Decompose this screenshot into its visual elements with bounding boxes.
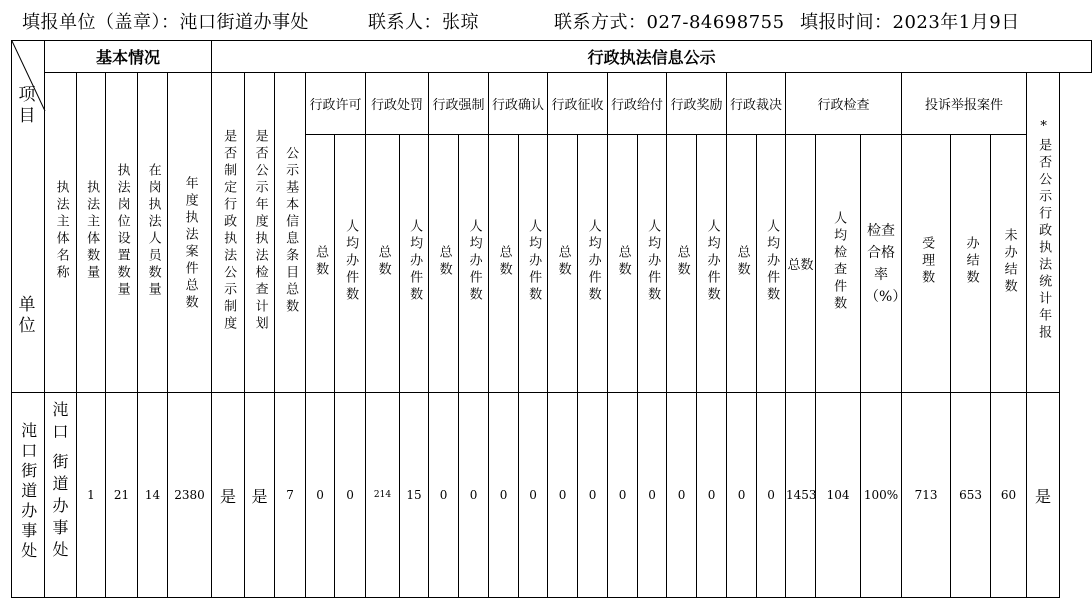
row-cases: 2380: [168, 393, 212, 598]
sub-confirm-total: 总数: [496, 244, 512, 279]
sub-pay-total: 总数: [615, 244, 631, 279]
col-has-plan: 是否公示年度执法检查计划: [252, 128, 268, 333]
row-reward-total: 0: [667, 393, 697, 598]
col-has-system: 是否制定行政执法公示制度: [221, 128, 237, 333]
row-inspection-avg: 104: [816, 393, 861, 598]
col-entity-name: 执法主体名称: [53, 179, 69, 282]
cat-reward: 行政奖励: [667, 73, 727, 135]
row-pay-avg: 0: [638, 393, 667, 598]
row-staff: 14: [138, 393, 168, 598]
corner-label-item: 项目: [18, 85, 36, 126]
row-entity-name-a: 沌口: [52, 400, 69, 441]
contact-person: 联系人：张琼: [368, 12, 479, 33]
sub-accepted: 受理数: [919, 236, 935, 287]
row-coerce-avg: 0: [459, 393, 489, 598]
sub-ruling-avg: 人均办件数: [764, 219, 780, 304]
corner-cell: [12, 41, 45, 393]
filing-unit: 填报单位（盖章）：沌口街道办事处: [22, 12, 309, 33]
sub-pass-rate: 检查合格率（%）: [861, 135, 902, 393]
cat-ruling: 行政裁决: [727, 73, 786, 135]
row-done: 653: [951, 393, 991, 598]
sub-coerce-total: 总数: [436, 244, 452, 279]
row-confirm-total: 0: [489, 393, 519, 598]
col-cases: 年度执法案件总数: [182, 175, 198, 312]
row-info-items: 7: [275, 393, 306, 598]
filing-date: 填报时间：2023年1月9日: [800, 12, 1020, 33]
col-entity-count: 执法主体数量: [84, 179, 100, 282]
row-inspection-total: 1453: [786, 393, 816, 598]
col-info-items: 公示基本信息条目总数: [283, 145, 299, 316]
sub-levy-avg: 人均办件数: [585, 219, 601, 304]
cat-pay: 行政给付: [608, 73, 667, 135]
row-coerce-total: 0: [429, 393, 459, 598]
row-ruling-avg: 0: [757, 393, 786, 598]
row-entity-count: 1: [77, 393, 106, 598]
sub-levy-total: 总数: [555, 244, 571, 279]
col-staff: 在岗执法人员数量: [145, 162, 161, 299]
row-posts: 21: [106, 393, 138, 598]
cat-levy: 行政征收: [548, 73, 608, 135]
row-reward-avg: 0: [697, 393, 727, 598]
row-has-plan: 是: [245, 393, 275, 598]
sub-ruling-total: 总数: [734, 244, 750, 279]
row-penalty-total: 214: [366, 393, 400, 598]
row-levy-total: 0: [548, 393, 578, 598]
cat-confirm: 行政确认: [489, 73, 548, 135]
enforcement-table: [11, 40, 1092, 598]
row-license-avg: 0: [335, 393, 366, 598]
group-public: 行政执法信息公示: [212, 41, 1092, 73]
row-levy-avg: 0: [578, 393, 608, 598]
cat-coerce: 行政强制: [429, 73, 489, 135]
row-entity-name-b: 街道办事处: [52, 452, 69, 559]
corner-label-unit: 单位: [18, 295, 36, 336]
row-confirm-avg: 0: [519, 393, 548, 598]
row-pay-total: 0: [608, 393, 638, 598]
cat-complaints: 投诉举报案件: [902, 73, 1027, 135]
cat-penalty: 行政处罚: [366, 73, 429, 135]
row-pass-rate: 100%: [861, 393, 902, 598]
cat-license: 行政许可: [306, 73, 366, 135]
row-license-total: 0: [306, 393, 335, 598]
sub-license-avg: 人均办件数: [343, 219, 359, 304]
group-basic: 基本情况: [45, 41, 212, 73]
sub-pay-avg: 人均办件数: [645, 219, 661, 304]
sub-penalty-avg: 人均办件数: [407, 219, 423, 304]
sub-pending: 未办结数: [1001, 227, 1017, 296]
row-accepted: 713: [902, 393, 951, 598]
row-ruling-total: 0: [727, 393, 757, 598]
sub-inspection-avg: 人均检查件数: [831, 210, 847, 313]
sub-license-total: 总数: [313, 244, 329, 279]
row-penalty-avg: 15: [400, 393, 429, 598]
sub-reward-avg: 人均办件数: [704, 219, 720, 304]
row-has-system: 是: [212, 393, 245, 598]
row-pending: 60: [991, 393, 1027, 598]
sub-reward-total: 总数: [674, 244, 690, 279]
sub-confirm-avg: 人均办件数: [526, 219, 542, 304]
sub-penalty-total: 总数: [375, 244, 391, 279]
col-posts: 执法岗位设置数量: [114, 162, 130, 299]
sub-done: 办结数: [963, 236, 979, 287]
col-annual-report: *是否公示行政执法统计年报: [1036, 119, 1052, 342]
sub-coerce-avg: 人均办件数: [466, 219, 482, 304]
contact-phone: 联系方式：027-84698755: [554, 12, 785, 33]
cat-inspection: 行政检查: [786, 73, 902, 135]
row-unit-name: 沌口街道办事处: [18, 422, 38, 562]
row-annual-report: 是: [1027, 393, 1060, 598]
sub-inspection-total: 总数: [786, 135, 816, 393]
